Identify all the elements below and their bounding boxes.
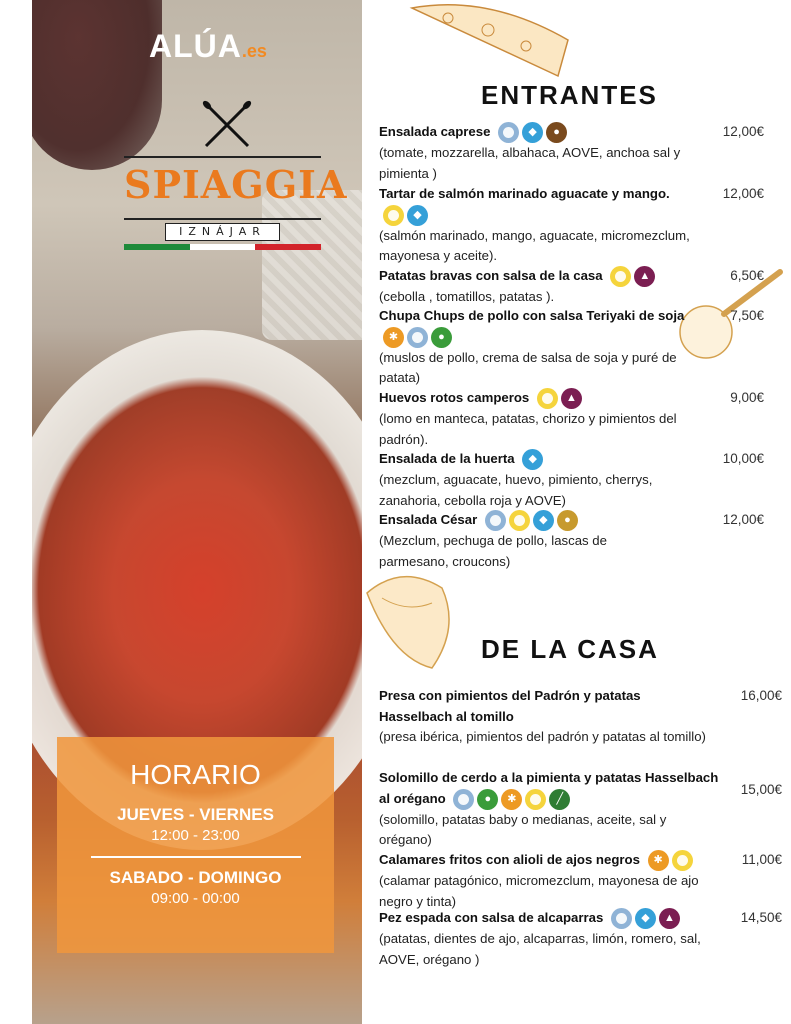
fish-icon: ◆ xyxy=(522,449,543,470)
wine-glass-photo xyxy=(32,0,162,170)
item-name: Huevos rotos camperos xyxy=(379,390,530,405)
fish-icon: ◆ xyxy=(522,122,543,143)
alua-logo: ALÚA.es xyxy=(149,28,267,64)
item-price: 10,00€ xyxy=(722,451,764,466)
item-price: 15,00€ xyxy=(740,782,782,797)
item-name: Ensalada de la huerta xyxy=(379,451,515,466)
logo-divider-bottom xyxy=(124,218,321,220)
gluten-icon: ✱ xyxy=(501,789,522,810)
restaurant-location: IZNÁJAR xyxy=(165,223,280,241)
hours-days: JUEVES - VIERNES xyxy=(117,805,274,824)
item-name: Tartar de salmón marinado aguacate y mango. xyxy=(379,186,670,201)
item-price: 16,00€ xyxy=(740,688,782,703)
item-price: 12,00€ xyxy=(722,186,764,201)
item-price: 6,50€ xyxy=(730,268,764,283)
crossed-oars-icon xyxy=(200,100,254,150)
hours-divider xyxy=(91,856,301,858)
item-description: (mezclum, aguacate, huevo, pimiento, cherrys, zanahoria, cebolla roja y AOVE) xyxy=(379,472,653,508)
section-title-entrantes: ENTRANTES xyxy=(481,80,658,110)
item-description: (muslos de pollo, crema de salsa de soja y puré de patata) xyxy=(379,349,677,386)
celery-icon: ╱ xyxy=(549,789,570,810)
hours-time: 12:00 - 23:00 xyxy=(151,827,240,844)
menu-item xyxy=(379,306,764,389)
egg-icon xyxy=(537,388,558,409)
sulphites-icon: ▲ xyxy=(659,908,680,929)
item-description: (tomate, mozzarella, albahaca, AOVE, anchoa sal y pimienta ) xyxy=(379,145,681,181)
item-description: (solomillo, patatas baby o medianas, aceite, sal y orégano) xyxy=(379,811,667,848)
sulphites-icon: ▲ xyxy=(561,388,582,409)
item-name: Solomillo de cerdo a la pimienta y patatas Hasselbach al orégano xyxy=(379,770,719,806)
item-description: (lomo en manteca, patatas, chorizo y pimientos del padrón). xyxy=(379,411,677,447)
egg-icon xyxy=(525,789,546,810)
mustard-icon: ● xyxy=(557,510,578,531)
menu-item xyxy=(379,908,782,970)
item-name: Pez espada con salsa de alcaparras xyxy=(379,910,604,925)
hours-days: SABADO - DOMINGO xyxy=(109,868,282,887)
opening-hours-title: HORARIO xyxy=(130,759,261,790)
item-description: (cebolla , tomatillos, patatas ). xyxy=(379,289,555,305)
restaurant-name: SPIAGGIA xyxy=(124,162,348,207)
gluten-icon: ✱ xyxy=(383,327,404,348)
menu-item xyxy=(379,122,764,184)
menu-item xyxy=(379,850,782,912)
pizza-slice-sketch xyxy=(408,0,573,80)
item-description: (salmón marinado, mango, aguacate, micromezclum, mayonesa y aceite). xyxy=(379,227,690,264)
item-name: Ensalada caprese xyxy=(379,124,491,139)
milk-icon xyxy=(407,327,428,348)
item-name: Calamares fritos con alioli de ajos negros xyxy=(379,852,640,867)
item-price: 14,50€ xyxy=(740,910,782,925)
milk-icon xyxy=(485,510,506,531)
section-title-de-la-casa: DE LA CASA xyxy=(481,634,659,664)
gluten-icon: ✱ xyxy=(648,850,669,871)
menu-item xyxy=(379,184,764,267)
logo-divider-top xyxy=(124,156,321,158)
napkin-photo xyxy=(262,190,362,340)
item-description: (Mezclum, pechuga de pollo, lascas de parmesano, croucons) xyxy=(379,533,607,569)
fish-icon: ◆ xyxy=(635,908,656,929)
fish-icon: ◆ xyxy=(533,510,554,531)
menu-item xyxy=(379,388,764,450)
milk-icon xyxy=(611,908,632,929)
menu-item xyxy=(379,686,782,748)
opening-hours-box xyxy=(57,737,334,953)
soy-icon: ● xyxy=(477,789,498,810)
item-name: Patatas bravas con salsa de la casa xyxy=(379,268,603,283)
item-description: (patatas, dientes de ajo, alcaparras, limón, romero, sal, AOVE, orégano ) xyxy=(379,931,701,967)
item-price: 9,00€ xyxy=(730,390,764,405)
item-name: Chupa Chups de pollo con salsa Teriyaki de soja xyxy=(379,308,685,323)
item-price: 7,50€ xyxy=(730,308,764,323)
item-price: 11,00€ xyxy=(741,852,782,867)
item-name: Ensalada César xyxy=(379,512,478,527)
item-price: 12,00€ xyxy=(722,512,764,527)
milk-icon xyxy=(453,789,474,810)
sulphites-icon: ▲ xyxy=(634,266,655,287)
italian-flag-stripe xyxy=(124,244,321,250)
soy-icon: ● xyxy=(431,327,452,348)
item-description: (presa ibérica, pimientos del padrón y patatas al tomillo) xyxy=(379,729,706,744)
milk-icon xyxy=(498,122,519,143)
item-price: 12,00€ xyxy=(722,124,764,139)
item-name: Presa con pimientos del Padrón y patatas Hasselbach al tomillo xyxy=(379,688,641,724)
menu-item xyxy=(379,266,764,308)
item-description: (calamar patagónico, micromezclum, mayonesa de ajo negro y tinta) xyxy=(379,873,699,909)
egg-icon xyxy=(509,510,530,531)
nuts-icon: ● xyxy=(546,122,567,143)
egg-icon xyxy=(672,850,693,871)
left-photo-panel xyxy=(32,0,362,1024)
egg-icon xyxy=(610,266,631,287)
menu-item xyxy=(379,768,782,851)
dumpling-sketch xyxy=(362,568,457,673)
menu-item xyxy=(379,449,764,511)
hours-time: 09:00 - 00:00 xyxy=(151,890,240,907)
menu-item xyxy=(379,510,764,572)
egg-icon xyxy=(383,205,404,226)
fish-icon: ◆ xyxy=(407,205,428,226)
